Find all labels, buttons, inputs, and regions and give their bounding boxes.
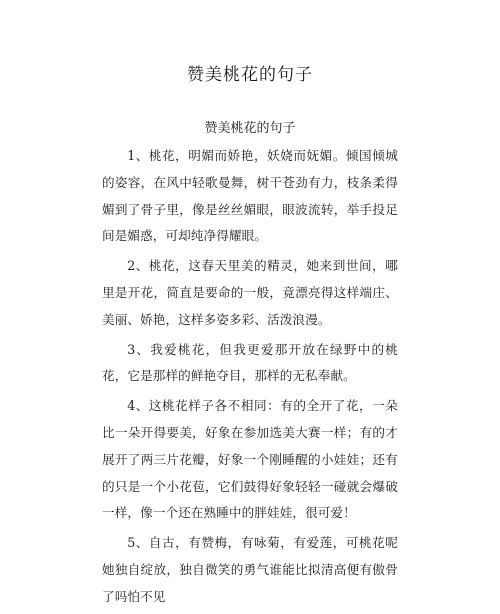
paragraph-5: 5、自古，有赞梅，有咏菊，有爱莲，可桃花呢她独自绽放，独自微笑的勇气谁能比拟清高便有傲骨了吗怕不见 bbox=[102, 535, 398, 604]
paragraph-1: 1、桃花，明媚而娇艳，妖娆而妩媚。倾国倾城的姿容，在风中轻歌曼舞，树干苍劲有力，枝条柔得媚到了骨子里，像是丝丝媚眼，眼波流转，举手投足间是媚惑，可却纯净得耀眼。 bbox=[102, 148, 398, 244]
paragraph-3: 3、我爱桃花，但我更爱那开放在绿野中的桃花，它是那样的鲜艳夺目，那样的无私奉献。 bbox=[102, 341, 398, 384]
paragraph-2: 2、桃花，这春天里美的精灵，她来到世间，哪里是开花，简直是要命的一般，竟漂亮得这样端庄、美丽、娇艳，这样多姿多彩、活泼浪漫。 bbox=[102, 258, 398, 327]
document-title: 赞美桃花的句子 bbox=[187, 65, 313, 85]
document-body bbox=[102, 143, 398, 614]
document-subtitle: 赞美桃花的句子 bbox=[204, 121, 296, 136]
paragraph-4: 4、这桃花样子各不相同：有的全开了花，一朵比一朵开得要美，好象在参加选美大赛一样；有的才展开了两三片花瓣，好象一个刚睡醒的小娃娃；还有的只是一个小花苞，它们鼓得好象轻轻一碰就会爆破一样，像一个还在熟睡中的胖娃娃，很可爱！ bbox=[102, 398, 398, 521]
